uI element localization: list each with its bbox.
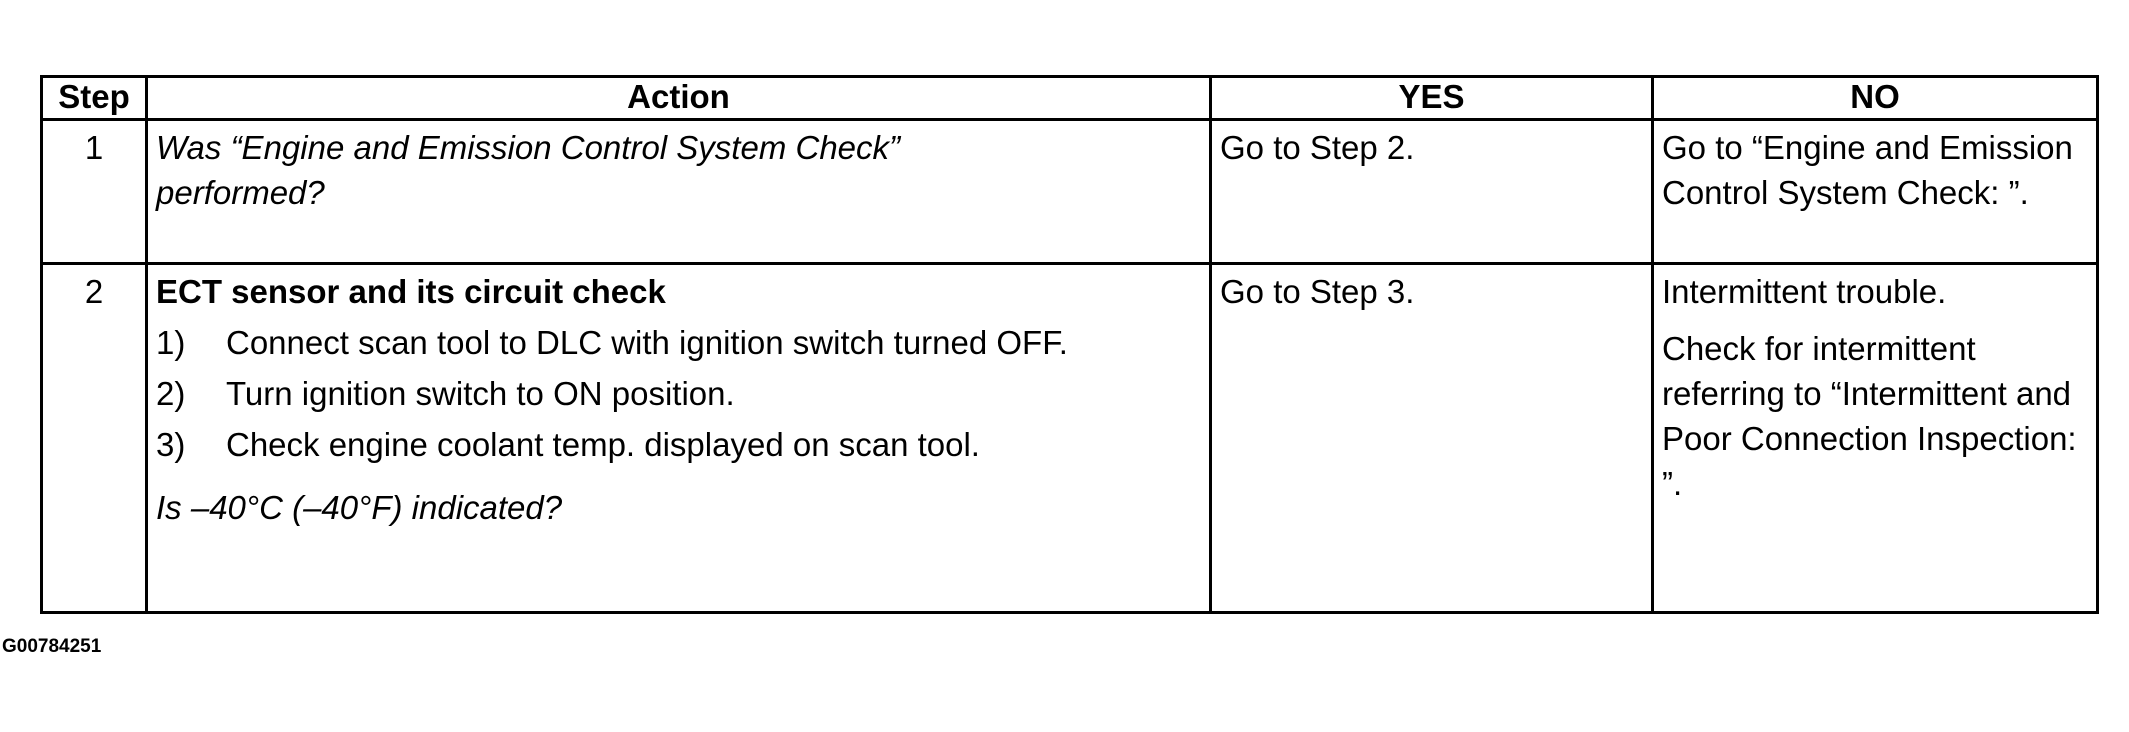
header-row [42, 77, 2098, 120]
step-number: 1 [42, 120, 147, 264]
list-item [156, 320, 1201, 365]
list-item [156, 422, 1201, 467]
action-question: Is –40°C (–40°F) indicated? [156, 489, 563, 526]
yes-cell: Go to Step 2. [1211, 120, 1653, 264]
table-row-step-1 [42, 120, 2098, 264]
table-row-step-2 [42, 264, 2098, 613]
header-yes: YES [1211, 77, 1653, 120]
action-question: Was “Engine and Emission Control System Check” performed? [156, 129, 901, 211]
no-text-line-2: Check for intermittent referring to “Intermittent and Poor Connection Inspection: ”. [1662, 330, 2077, 502]
substep-number: 3) [156, 426, 186, 463]
substep-text: Check engine coolant temp. displayed on scan tool. [226, 426, 980, 463]
substep-text: Turn ignition switch to ON position. [226, 375, 735, 412]
action-title: ECT sensor and its circuit check [156, 273, 666, 310]
list-item [156, 371, 1201, 416]
diagnostic-table [40, 75, 2099, 614]
header-step: Step [42, 77, 147, 120]
step-number: 2 [42, 264, 147, 613]
no-text-line-1: Intermittent trouble. [1662, 273, 1947, 310]
no-cell [1653, 264, 2098, 613]
header-no: NO [1653, 77, 2098, 120]
substep-list [156, 320, 1201, 467]
substep-text: Connect scan tool to DLC with ignition switch turned OFF. [226, 324, 1068, 361]
no-cell: Go to “Engine and Emission Control System Check: ”. [1653, 120, 2098, 264]
action-cell [147, 264, 1211, 613]
substep-number: 1) [156, 324, 186, 361]
substep-number: 2) [156, 375, 186, 412]
figure-id: G00784251 [2, 636, 102, 657]
yes-cell: Go to Step 3. [1211, 264, 1653, 613]
header-action: Action [147, 77, 1211, 120]
action-cell [147, 120, 1211, 264]
